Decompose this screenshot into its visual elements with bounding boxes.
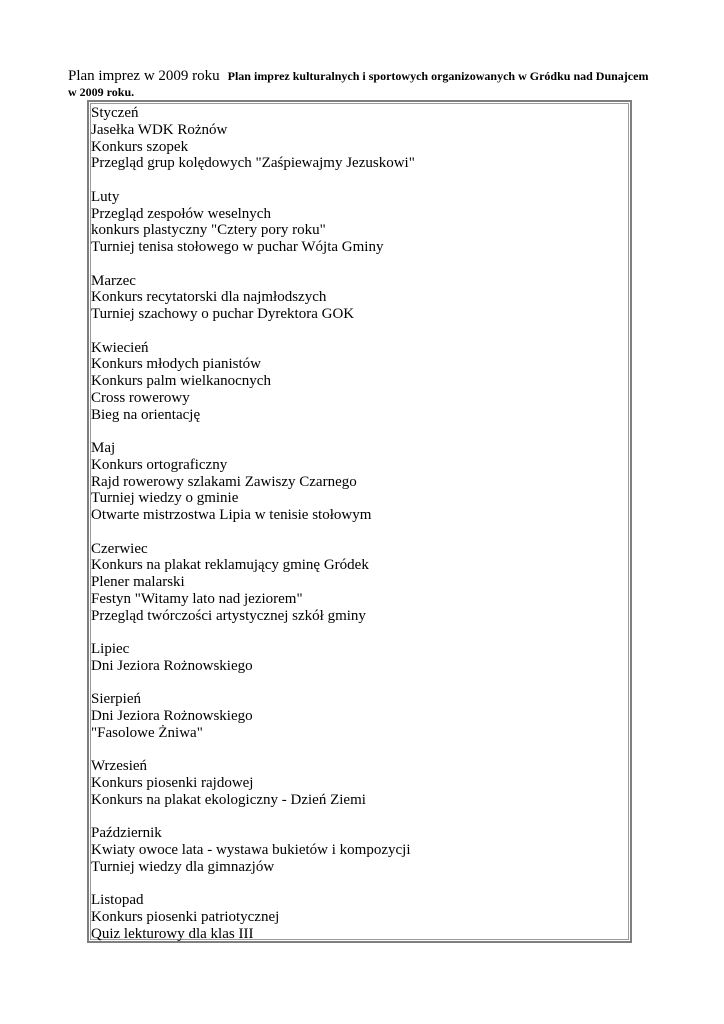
event-item: Konkurs piosenki rajdowej <box>91 775 254 791</box>
event-item: "Fasolowe Żniwa" <box>91 724 203 741</box>
month-name: Kwiecień <box>91 339 149 356</box>
month-block <box>91 440 626 524</box>
document-title-continuation: w 2009 roku. <box>68 85 135 99</box>
event-item: Bieg na orientację <box>91 406 201 423</box>
month-name: Październik <box>91 825 162 842</box>
events-table <box>87 100 632 943</box>
month-name: Wrzesień <box>91 758 148 775</box>
event-item: Konkurs palm wielkanocnych <box>91 373 271 389</box>
month-name: Styczeń <box>91 105 139 121</box>
event-item: Dni Jeziora Rożnowskiego <box>91 708 253 724</box>
event-item: Otwarte mistrzostwa Lipia w tenisie stołowym <box>91 507 372 523</box>
event-item: Cross rowerowy <box>91 389 190 406</box>
month-block <box>91 189 626 256</box>
event-item: Rajd rowerowy szlakami Zawiszy Czarnego <box>91 473 357 490</box>
event-item: Quiz lekturowy dla klas III <box>91 925 254 942</box>
month-name: Sierpień <box>91 691 141 708</box>
event-item: Festyn "Witamy lato nad jeziorem" <box>91 590 303 607</box>
month-block <box>91 273 626 323</box>
event-item: Kwiaty owoce lata - wystawa bukietów i kompozycji <box>91 842 411 858</box>
event-item: Przegląd zespołów weselnych <box>91 205 271 222</box>
month-block <box>91 758 626 808</box>
event-item: Plener malarski <box>91 574 185 590</box>
header <box>68 67 708 85</box>
event-item: konkurs plastyczny "Cztery pory roku" <box>91 222 326 239</box>
event-item: Przegląd twórczości artystycznej szkół gminy <box>91 607 366 624</box>
event-item: Konkurs szopek <box>91 138 189 155</box>
month-name: Maj <box>91 440 116 456</box>
month-name: Marzec <box>91 272 136 289</box>
month-block <box>91 105 626 172</box>
event-item: Konkurs na plakat reklamujący gminę Gródek <box>91 557 369 574</box>
month-block <box>91 892 626 942</box>
event-item: Przegląd grup kolędowych "Zaśpiewajmy Jezuskowi" <box>91 155 415 172</box>
event-item: Konkurs na plakat ekologiczny - Dzień Ziemi <box>91 791 366 808</box>
event-item: Jasełka WDK Rożnów <box>91 121 228 138</box>
month-name: Lipiec <box>91 641 130 657</box>
months-list <box>91 105 626 943</box>
month-block <box>91 340 626 424</box>
event-item: Konkurs piosenki patriotycznej <box>91 909 280 925</box>
month-block <box>91 641 626 675</box>
event-item: Turniej wiedzy o gminie <box>91 490 239 507</box>
month-block <box>91 825 626 875</box>
event-item: Turniej wiedzy dla gimnazjów <box>91 858 275 875</box>
event-item: Turniej tenisa stołowego w puchar Wójta Gminy <box>91 239 384 255</box>
event-item: Dni Jeziora Rożnowskiego <box>91 657 253 674</box>
page-title: Plan imprez w 2009 roku <box>68 68 220 84</box>
month-block <box>91 691 626 741</box>
month-name: Listopad <box>91 892 144 909</box>
month-name: Luty <box>91 188 120 205</box>
document-title: Plan imprez kulturalnych i sportowych organizowanych w Gródku nad Dunajcem <box>227 69 649 83</box>
event-item: Konkurs ortograficzny <box>91 456 228 473</box>
month-block <box>91 541 626 625</box>
month-name: Czerwiec <box>91 540 148 557</box>
event-item: Konkurs młodych pianistów <box>91 356 261 373</box>
event-item: Turniej szachowy o puchar Dyrektora GOK <box>91 306 355 322</box>
event-item: Konkurs recytatorski dla najmłodszych <box>91 289 327 306</box>
